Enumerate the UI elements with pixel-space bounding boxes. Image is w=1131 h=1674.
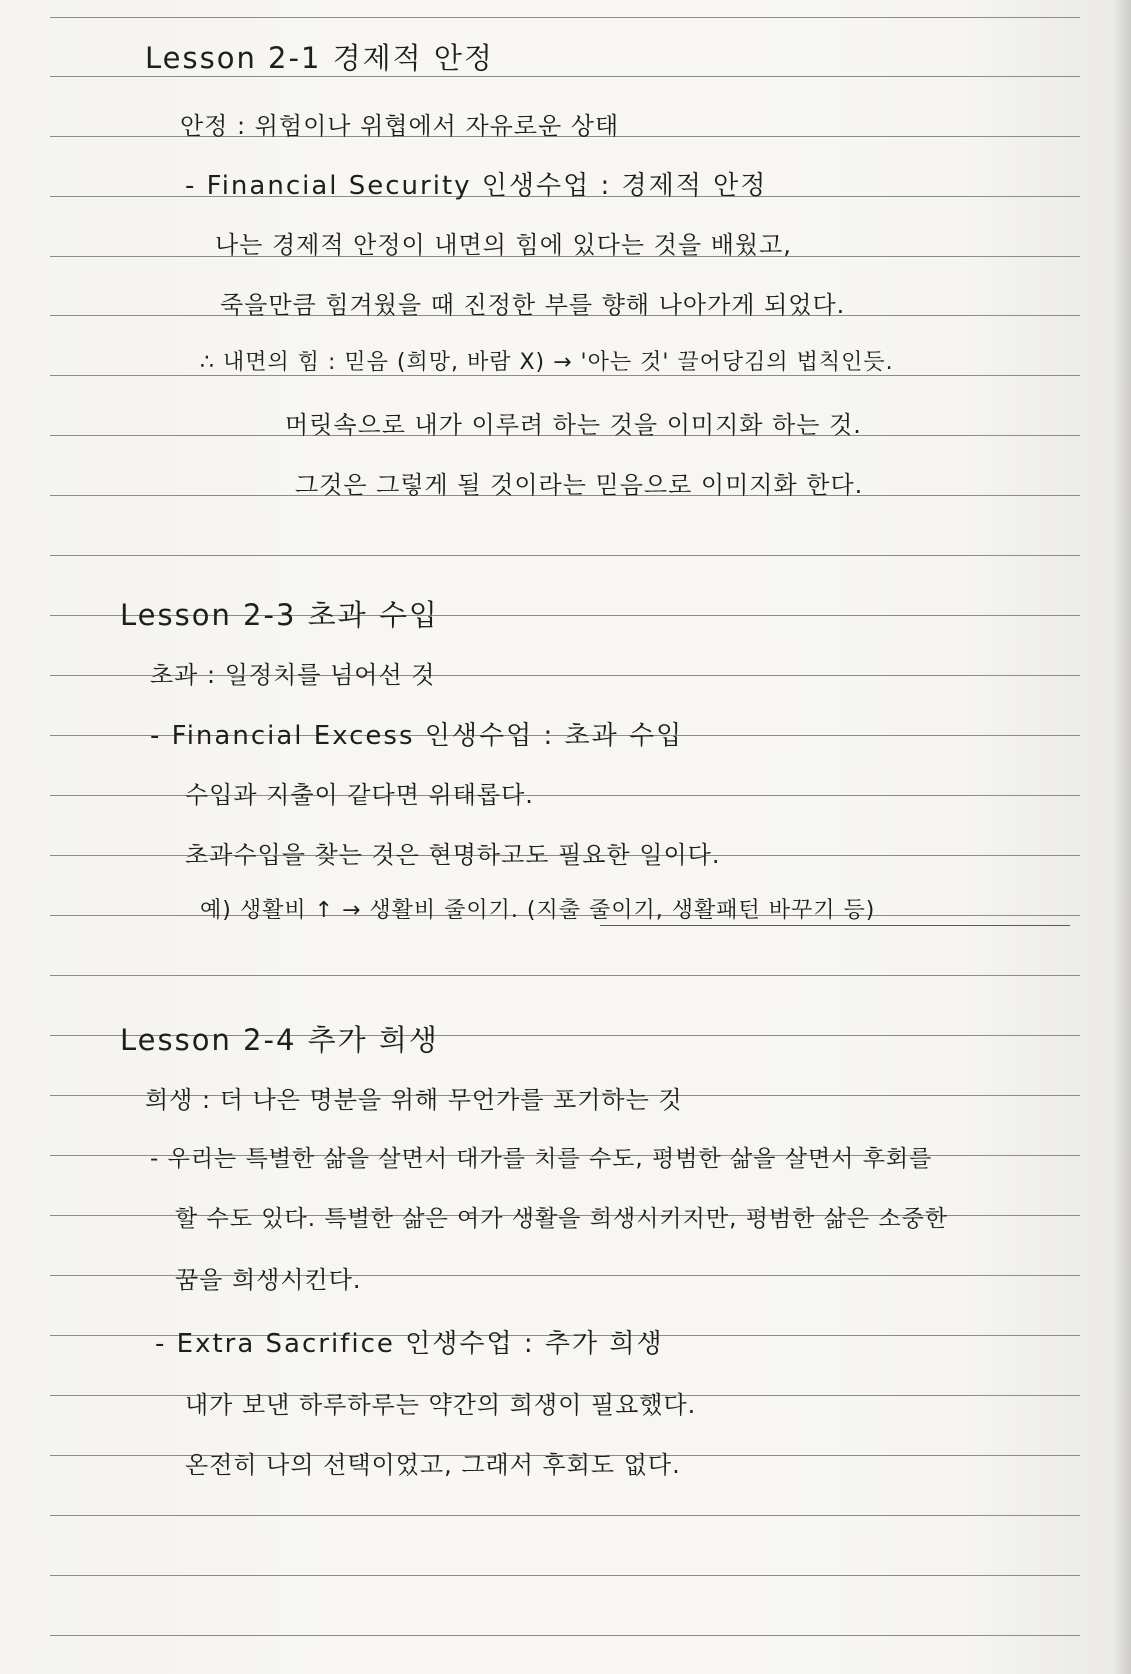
subheading-line: - Financial Excess 인생수업 : 초과 수입 — [150, 721, 684, 751]
definition-line: 희생 : 더 나은 명분을 위해 무언가를 포기하는 것 — [145, 1086, 683, 1114]
ruled-line — [50, 975, 1080, 976]
definition-line: 안정 : 위험이나 위협에서 자유로운 상태 — [180, 112, 620, 140]
subheading-line: - Financial Security 인생수업 : 경제적 안정 — [185, 171, 768, 201]
ruled-line — [50, 1635, 1080, 1636]
note-line: 꿈을 희생시킨다. — [175, 1266, 362, 1294]
note-line: 나는 경제적 안정이 내면의 힘에 있다는 것을 배웠고, — [215, 231, 792, 259]
note-line: 온전히 나의 선택이었고, 그래서 후회도 없다. — [185, 1451, 681, 1479]
ruled-line — [50, 555, 1080, 556]
page-edge-shadow — [1113, 0, 1131, 1674]
ruled-line — [50, 17, 1080, 18]
note-line: 내가 보낸 하루하루는 약간의 희생이 필요했다. — [185, 1391, 697, 1419]
underline-stroke — [600, 925, 1070, 926]
lesson-heading: Lesson 2-1 경제적 안정 — [145, 41, 494, 75]
note-line: ∴ 내면의 힘 : 믿음 (희망, 바람 X) → '아는 것' 끌어당김의 법칙인듯. — [200, 350, 894, 375]
ruled-line — [50, 1575, 1080, 1576]
lesson-heading: Lesson 2-3 초과 수입 — [120, 598, 439, 632]
subheading-line: - Extra Sacrifice 인생수업 : 추가 희생 — [155, 1329, 664, 1359]
lesson-heading: Lesson 2-4 추가 희생 — [120, 1023, 439, 1057]
note-line: 그것은 그렇게 될 것이라는 믿음으로 이미지화 한다. — [295, 471, 864, 499]
note-line: - 우리는 특별한 삶을 살면서 대가를 치를 수도, 평범한 삶을 살면서 후회를 — [150, 1146, 933, 1172]
note-line: 예) 생활비 ↑ → 생활비 줄이기. (지출 줄이기, 생활패턴 바꾸기 등) — [200, 898, 876, 923]
note-line: 수입과 지출이 같다면 위태롭다. — [185, 781, 534, 809]
note-line: 할 수도 있다. 특별한 삶은 여가 생활을 희생시키지만, 평범한 삶은 소중한 — [175, 1206, 949, 1232]
definition-line: 초과 : 일정치를 넘어선 것 — [150, 661, 436, 689]
note-line: 죽을만큼 힘겨웠을 때 진정한 부를 향해 나아가게 되었다. — [220, 291, 846, 319]
note-line: 초과수입을 찾는 것은 현명하고도 필요한 일이다. — [185, 841, 721, 869]
note-line: 머릿속으로 내가 이루려 하는 것을 이미지화 하는 것. — [285, 411, 862, 439]
ruled-line — [50, 1515, 1080, 1516]
